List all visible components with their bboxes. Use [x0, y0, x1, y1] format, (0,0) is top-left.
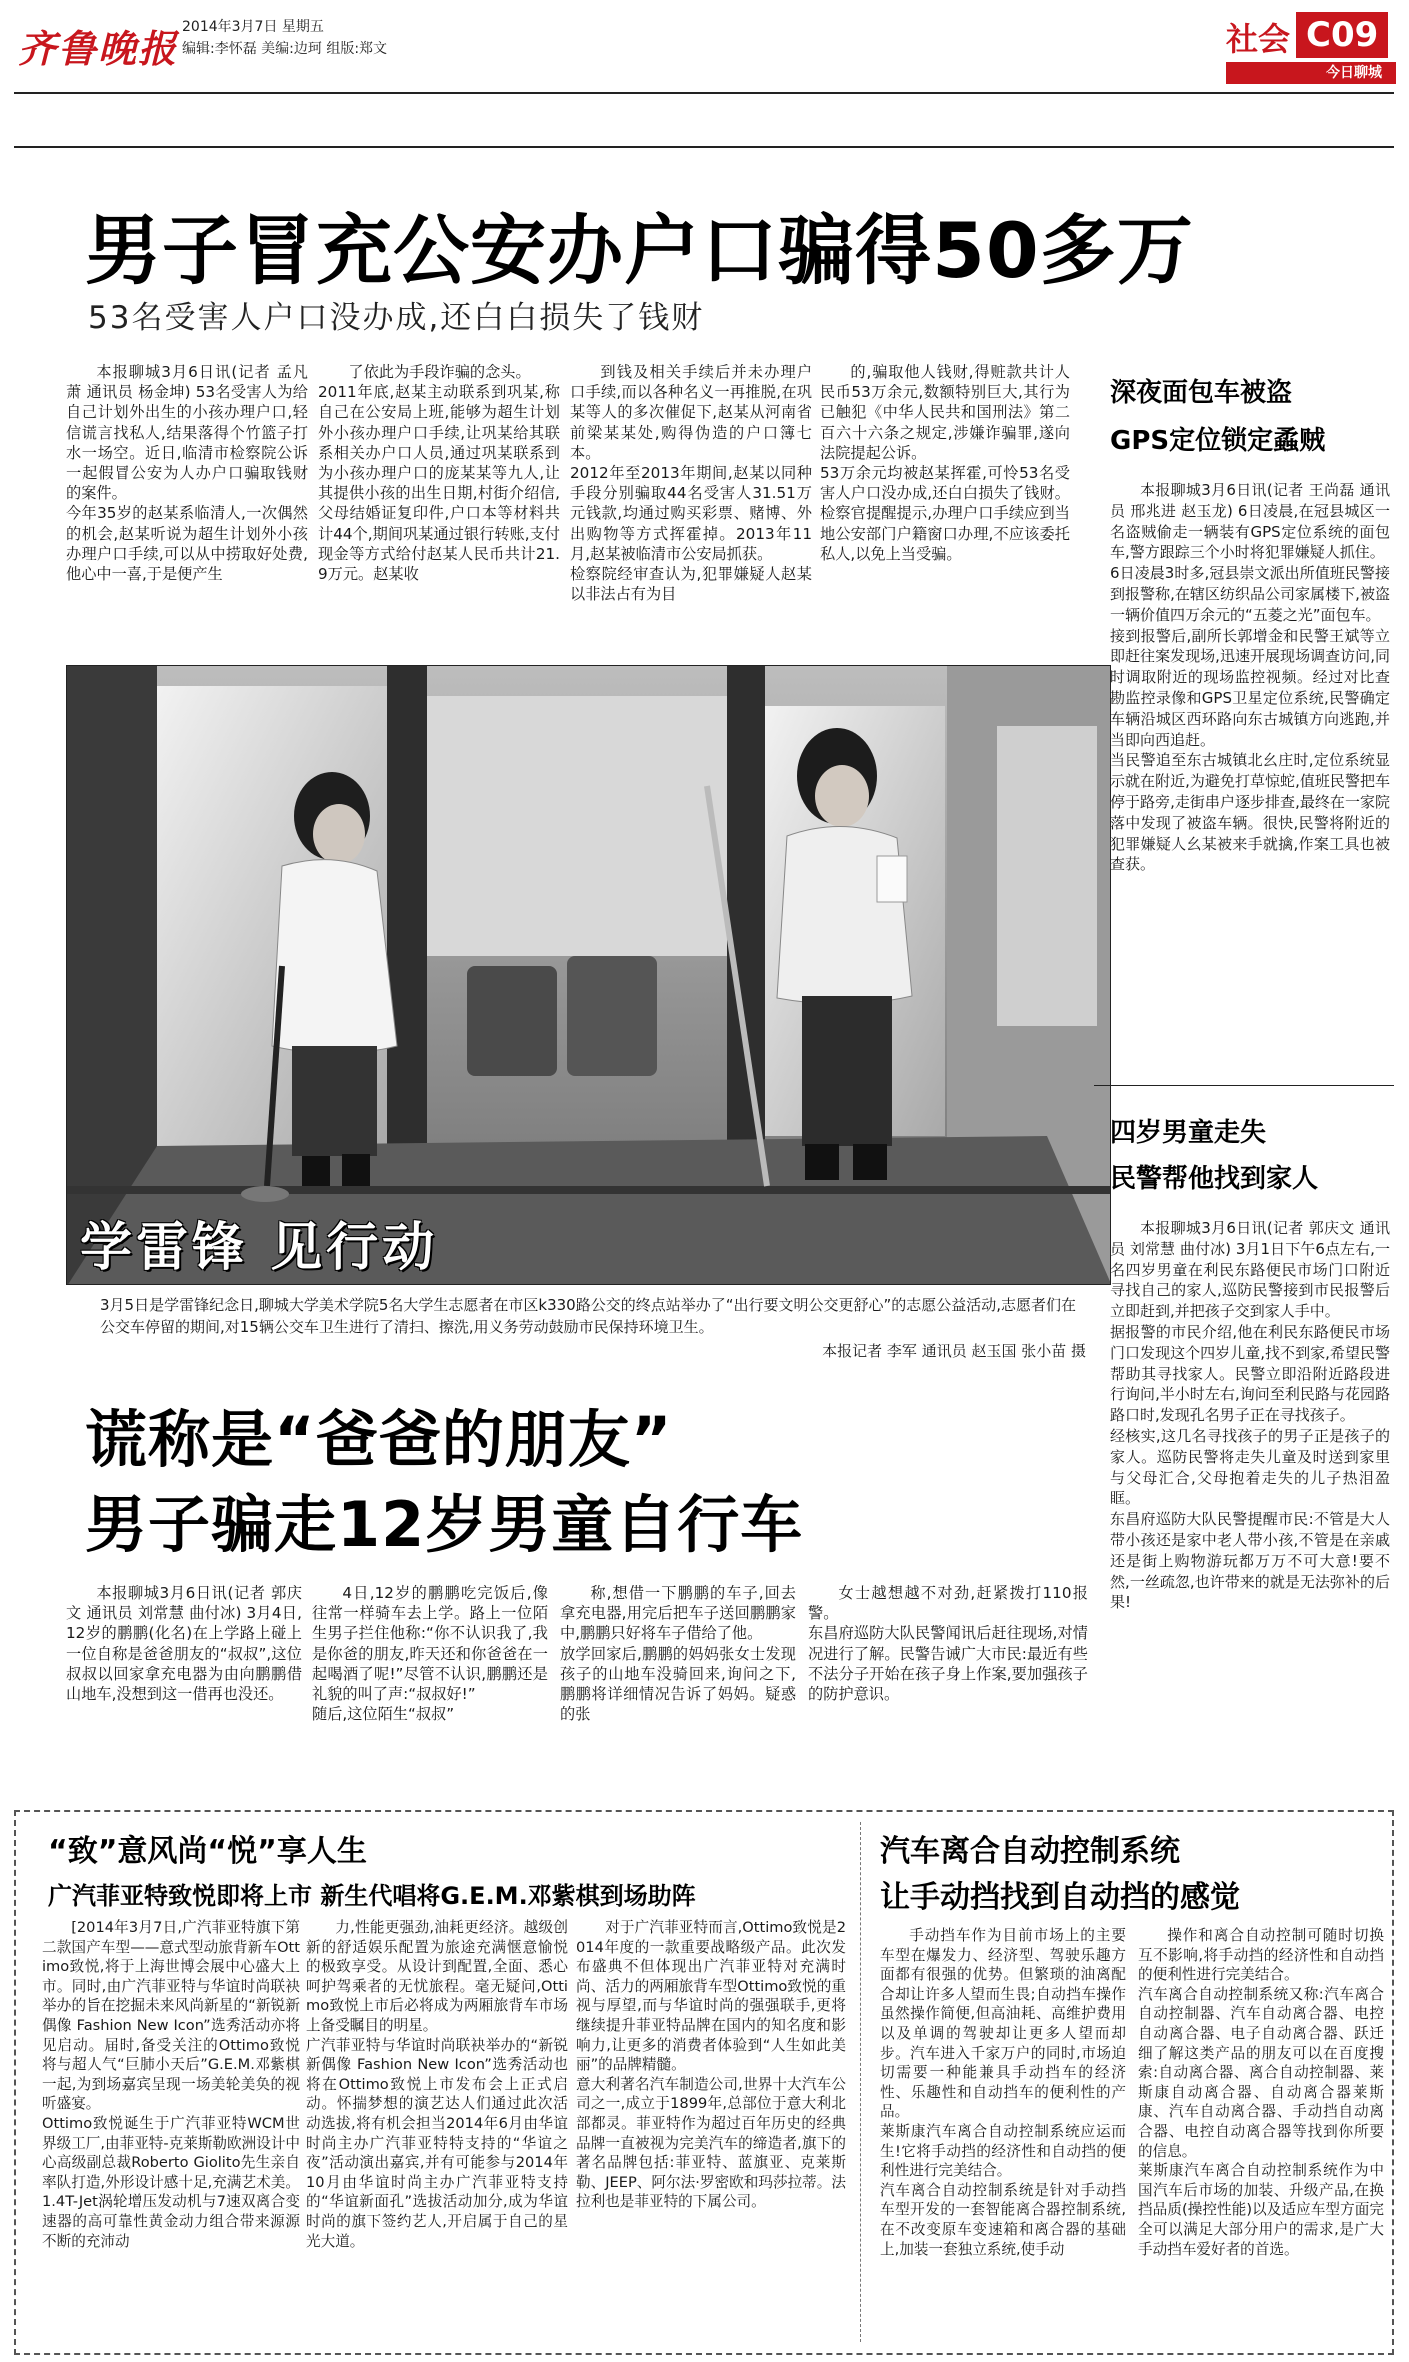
ad-left-col-1: [2014年3月7日,广汽菲亚特旗下第二款国产车型——意式型动旅背新车Ottimo致悦,将于上海世博会展中心盛大上市。同时,由广汽菲亚特与华谊时尚联袂举办的旨在挖掘未来风尚新星的“新锐新偶像 Fashion New Icon”选秀活动亦将见启动。届时,备受关注的Ottimo致悦将与超人气“巨肺小天后”G.E.M.邓紫棋一起,为到场嘉宾呈现一场美轮美奂的视听盛宴。 Ottimo致悦诞生于广汽菲亚特WCM世界级工厂,由菲亚特-克莱斯勒欧洲设计中心高级副总裁Roberto Giolito先生亲自率队打造,外形设计感十足,充满艺术美。1.4T-Jet涡轮增压发动机与7速双离合变速器的高可靠性黄金动力组合带来源源不断的充沛动	[42, 1919, 301, 2250]
side1-body: 本报聊城3月6日讯(记者 王尚磊 通讯员 邢兆进 赵玉龙) 6日凌晨,在冠县城区一名盗贼偷走一辆装有GPS定位系统的面包车,警方跟踪三个小时将犯罪嫌疑人抓住。 6日凌晨3时多,冠县崇文派出所值班民警接到报警称,在辖区纺织品公司家属楼下,被盗一辆价值四万余元的“五菱之光”面包车。 接到报警后,副所长郭增金和民警王斌等立即赶往案发现场,迅速开展现场调查访问,同时调取附近的现场监控视频。经过对比查勘监控录像和GPS卫星定位系统,民警确定车辆沿城区西环路向东古城镇方向逃跑,并当即向西追赶。 当民警追至东古城镇北幺庄时,定位系统显示就在附近,为避免打草惊蛇,值班民警把车停于路旁,走街串户逐步排查,最终在一家院落中发现了被盗车辆。很快,民警将附近的犯罪嫌疑人幺某被来手就擒,作案工具也被查获。	[1110, 481, 1390, 874]
second-headline-1: 谎称是“爸爸的朋友”	[85, 1403, 673, 1476]
main-headline: 男子冒充公安办户口骗得50多万	[85, 206, 1194, 295]
second-headline-2: 男子骗走12岁男童自行车	[85, 1488, 804, 1561]
main-story-col-4: 的,骗取他人钱财,得赃款共计人民币53万余元,数额特别巨大,其行为已触犯《中华人民共和国刑法》第二百六十六条之规定,涉嫌诈骗罪,遂向法院提起公诉。 53万余元均被赵某挥霍,可怜53名受害人户口没办成,还白白损失了钱财。检察官提醒提示,办理户口手续应到当地公安部门户籍窗口办理,不应该委托私人,以免上当受骗。	[820, 363, 1070, 563]
masthead-rule	[14, 92, 1394, 94]
volunteer-photo	[66, 665, 1111, 1285]
photo-caption	[100, 1294, 1085, 1338]
main-story-col-3: 到钱及相关手续后并未办理户口手续,而以各种名义一再推脱,在巩某等人的多次催促下,赵某从河南省前梁某某处,购得伪造的户口簿七本。 2012年至2013年期间,赵某以同种手段分别骗取44名受害人31.51万元钱款,均通过购买彩票、赌博、外出购物等方式挥霍掉。2013年11月,赵某被临清市公安局抓获。 检察院经审查认为,犯罪嫌疑人赵某以非法占有为目	[570, 363, 812, 604]
editors-line: 编辑:李怀磊 美编:边珂 组版:郑文	[182, 41, 388, 57]
photo-credit: 本报记者 李军 通讯员 赵玉国 张小苗 摄	[822, 1342, 1086, 1360]
bus-photo-illustration	[67, 666, 1111, 1285]
date-line: 2014年3月7日 星期五	[182, 19, 324, 35]
advertorial-vertical-divider	[860, 1822, 861, 2342]
main-story-col-2: 了依此为手段诈骗的念头。 2011年底,赵某主动联系到巩某,称自己在公安局上班,能够为超生计划外小孩办理户口手续,让巩某给其联系相关办户口人员,通过巩某联系到为小孩办理户口的庞某某等九人,让其提供小孩的出生日期,村街介绍信,父母结婚证复印件,户口本等材料共计44个,期间巩某通过银行转账,支付现金等方式给付赵某人民币共计21.9万元。赵某收	[318, 363, 560, 584]
ad-left-subheadline: 广汽菲亚特致悦即将上市 新生代唱将G.E.M.邓紫棋到场助阵	[48, 1882, 696, 1910]
photo-overlay-title: 学雷锋 见行动	[80, 1218, 439, 1278]
second-story-col-2: 4日,12岁的鹏鹏吃完饭后,像往常一样骑车去上学。路上一位陌生男子拦住他称:“你不认识我了,我是你爸的朋友,昨天还和你爸爸在一起喝酒了呢!”尽管不认识,鹏鹏还是礼貌的叫了声:“叔叔好!” 随后,这位陌生“叔叔”	[312, 1584, 548, 1724]
side2-headline-1: 四岁男童走失	[1110, 1118, 1267, 1148]
ad-left-headline: “致”意风尚“悦”享人生	[48, 1834, 367, 1869]
ad-right-col-2: 操作和离合自动控制可随时切换互不影响,将手动挡的经济性和自动挡的便利性进行完美结合。 汽车离合自动控制系统又称:汽车离合自动控制器、汽车自动离合器、电控自动离合器、电子自动离合器、跃迁细了解这类产品的朋友可以在百度搜索:自动离合器、离合自动控制器、莱斯康自动离合器、自动离合器莱斯康、汽车自动离合器、手动挡自动离合器、电控自动离合器等找到你所要的信息。 莱斯康汽车离合自动控制系统作为中国汽车后市场的加装、升级产品,在换挡品质(操控性能)以及适应车型方面完全可以满足大部分用户的需求,是广大手动挡车爱好者的首选。	[1138, 1927, 1384, 2258]
main-subheadline: 53名受害人户口没办成,还白白损失了钱财	[88, 300, 705, 336]
side1-headline-2: GPS定位锁定蟊贼	[1110, 426, 1326, 456]
second-story-col-1: 本报聊城3月6日讯(记者 郭庆文 通讯员 刘常慧 曲付冰) 3月4日,12岁的鹏鹏(化名)在上学路上碰上一位自称是爸爸朋友的“叔叔”,这位叔叔以回家拿充电器为由向鹏鹏借山地车,没想到这一借再也没还。	[66, 1584, 302, 1704]
section-rule	[14, 146, 1394, 148]
section-label: 社会	[1226, 20, 1291, 58]
photo-caption-text: 3月5日是学雷锋纪念日,聊城大学美术学院5名大学生志愿者在市区k330路公交的终点站举办了“出行要文明公交更舒心”的志愿公益活动,志愿者们在公交车停留的期间,对15辆公交车卫生进行了清扫、擦洗,用义务劳动鼓励市民保持环境卫生。	[100, 1296, 1077, 1336]
ad-right-col-1: 手动挡车作为目前市场上的主要车型在爆发力、经济型、驾驶乐趣方面都有很强的优势。但繁琐的油离配合却让许多人望而生畏;自动挡车操作虽然操作简便,但高油耗、高维护费用以及单调的驾驶却让更多人望而却步。汽车进入千家万户的同时,市场迫切需要一种能兼具手动挡车的经济性、乐趣性和自动挡车的便利性的产品。 莱斯康汽车离合自动控制系统应运而生!它将手动挡的经济性和自动挡的便利性进行完美结合。 汽车离合自动控制系统是针对手动挡车型开发的一套智能离合器控制系统,在不改变原车变速箱和离合器的基础上,加装一套独立系统,使手动	[880, 1927, 1126, 2258]
ad-right-headline-2: 让手动挡找到自动挡的感觉	[880, 1880, 1240, 1915]
sub-section-label: 今日聊城	[1226, 62, 1396, 84]
ad-right-headline-1: 汽车离合自动控制系统	[880, 1834, 1180, 1869]
side2-headline-2: 民警帮他找到家人	[1110, 1164, 1319, 1194]
side1-headline-1: 深夜面包车被盗	[1110, 378, 1293, 408]
ad-left-col-3: 对于广汽菲亚特而言,Ottimo致悦是2014年度的一款重要战略级产品。此次发布盛典不但体现出广汽菲亚特对充满时尚、活力的两厢旅背车型Ottimo致悦的重视与厚望,而与华谊时尚的强强联手,更将继续提升菲亚特品牌在国内的知名度和影响力,让更多的消费者体验到“人生如此美丽”的品牌精髓。 意大利著名汽车制造公司,世界十大汽车公司之一,成立于1899年,总部位于意大利北部都灵。菲亚特作为超过百年历史的经典品牌一直被视为完美汽车的缔造者,旗下的著名品牌包括:菲亚特、蓝旗亚、克莱斯勒、JEEP、阿尔法·罗密欧和玛莎拉蒂。法拉利也是菲亚特的下属公司。	[576, 1919, 846, 2211]
masthead-meta	[182, 16, 387, 60]
second-story-col-3: 称,想借一下鹏鹏的车子,回去拿充电器,用完后把车子送回鹏鹏家中,鹏鹏只好将车子借给了他。 放学回家后,鹏鹏的妈妈张女士发现孩子的山地车没骑回来,询问之下,鹏鹏将详细情况告诉了妈妈。疑惑的张	[560, 1584, 796, 1724]
side-divider	[1094, 1085, 1394, 1086]
ad-left-col-2: 力,性能更强劲,油耗更经济。越级创新的舒适娱乐配置为旅途充满惬意愉悦的极致享受。从设计到配置,全面、悉心呵护驾乘者的无忧旅程。毫无疑问,Ottimo致悦上市后必将成为两厢旅背车市场上备受瞩目的明星。 广汽菲亚特与华谊时尚联袂举办的“新锐新偶像 Fashion New Icon”选秀活动也将在Ottimo致悦上市发布会上正式启动。怀揣梦想的演艺达人们通过此次活动选拔,将有机会担当2014年6月由华谊时尚主办广汽菲亚特特支持的“华谊之夜”活动演出嘉宾,并有可能参与2014年10月由华谊时尚主办广汽菲亚特支持的“华谊新面孔”选拔活动加分,成为华谊时尚的旗下签约艺人,开启属于自己的星光大道。	[306, 1919, 568, 2250]
newspaper-logo: 齐鲁晚报	[18, 26, 179, 71]
side2-body: 本报聊城3月6日讯(记者 郭庆文 通讯员 刘常慧 曲付冰) 3月1日下午6点左右,一名四岁男童在利民东路便民市场门口附近寻找自己的家人,巡防民警接到市民报警后立即赶到,并把孩子交到家人手中。 据报警的市民介绍,他在利民东路便民市场门口发现这个四岁儿童,找不到家,希望民警帮助其寻找家人。民警立即沿附近路段进行询问,半小时左右,询问至利民路与花园路路口时,发现孔名男子正在寻找孩子。 经核实,这几名寻找孩子的男子正是孩子的家人。巡防民警将走失儿童及时送到家里与父母汇合,父母抱着走失的儿子热泪盈眶。 东昌府巡防大队民警提醒市民:不管是大人带小孩还是家中老人带小孩,不管是在亲戚还是街上购物游玩都万万不可大意!要不然,一丝疏忽,也许带来的就是无法弥补的后果!	[1110, 1219, 1390, 1612]
second-story-col-4: 女士越想越不对劲,赶紧拨打110报警。 东昌府巡防大队民警闻讯后赶往现场,对情况进行了解。民警告诫广大市民:最近有些不法分子开始在孩子身上作案,要加强孩子的防护意识。	[808, 1584, 1088, 1704]
main-story-col-1: 本报聊城3月6日讯(记者 孟凡萧 通讯员 杨金坤) 53名受害人为给自己计划外出生的小孩办理户口,轻信谎言找私人,结果落得个竹篮子打水一场空。近日,临清市检察院公诉一起假冒公安为人办户口骗取钱财的案件。 今年35岁的赵某系临清人,一次偶然的机会,赵某听说为超生计划外小孩办理户口手续,可以从中捞取好处费,他心中一喜,于是便产生	[66, 363, 308, 584]
page-code: C09	[1296, 12, 1388, 58]
